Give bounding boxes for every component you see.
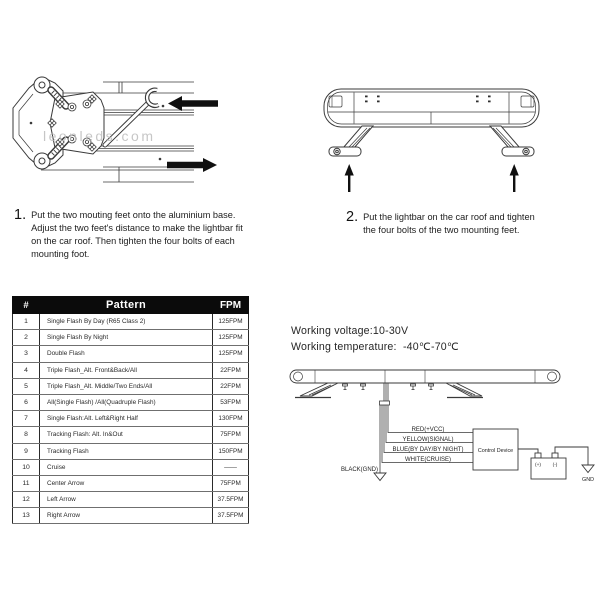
- pattern-name: Single Flash:Alt. Left&Right Half: [40, 411, 213, 427]
- battery-plus-label: (+): [535, 463, 541, 468]
- pattern-number: 4: [13, 362, 40, 378]
- pattern-number: 13: [13, 508, 40, 524]
- table-row: [13, 378, 249, 394]
- pattern-fpm: 125FPM: [213, 314, 249, 330]
- table-header-row: [13, 297, 249, 314]
- pattern-name: Triple Flash_Alt. Middle/Two Ends/All: [40, 378, 213, 394]
- wiring-lightbar-front: [290, 370, 560, 398]
- reference-dot: [162, 105, 165, 108]
- table-row: [13, 475, 249, 491]
- pattern-name: Single Flash By Day (R65 Class 2): [40, 314, 213, 330]
- pattern-fpm: 75FPM: [213, 427, 249, 443]
- step-2: [346, 211, 546, 237]
- battery-plus-wire: [518, 449, 538, 453]
- table-row: [13, 394, 249, 410]
- watermark: leonleds.com: [43, 128, 156, 144]
- mounting-foot-bracket: [13, 77, 104, 169]
- pattern-fpm: 37.5FPM: [213, 508, 249, 524]
- lightbar-feet: [329, 126, 534, 156]
- table-row: [13, 362, 249, 378]
- pattern-number: 2: [13, 330, 40, 346]
- header-pattern: Pattern: [40, 297, 213, 314]
- pattern-name: Center Arrow: [40, 475, 213, 491]
- specs: [291, 323, 459, 356]
- battery: [531, 453, 566, 479]
- step-number: 2.: [346, 209, 359, 225]
- step-number: 1.: [14, 207, 27, 223]
- reference-dot: [159, 158, 162, 161]
- table-row: [13, 346, 249, 362]
- table-row: [13, 330, 249, 346]
- pattern-fpm: 130FPM: [213, 411, 249, 427]
- pattern-fpm: 125FPM: [213, 346, 249, 362]
- wire-label-red: RED(+VCC): [411, 427, 445, 433]
- step-1: [14, 209, 246, 261]
- header-num: #: [13, 297, 40, 314]
- control-device: [473, 429, 518, 470]
- pattern-name: Left Arrow: [40, 492, 213, 508]
- pattern-fpm: 75FPM: [213, 475, 249, 491]
- wire-label-blue: BLUE(BY DAY/BY NIGHT): [392, 447, 464, 453]
- pattern-fpm: 22FPM: [213, 378, 249, 394]
- pattern-fpm: ——: [213, 459, 249, 475]
- pattern-name: Cruise: [40, 459, 213, 475]
- ground-icon: [374, 473, 386, 481]
- ground-icon: [582, 465, 594, 473]
- table-row: [13, 314, 249, 330]
- pattern-name: Triple Flash_Alt. Front&Back/All: [40, 362, 213, 378]
- pattern-fpm: 37.5FPM: [213, 492, 249, 508]
- pattern-number: 9: [13, 443, 40, 459]
- pattern-name: Tracking Flash: Alt. In&Out: [40, 427, 213, 443]
- working-voltage: Working voltage:10-30V: [291, 325, 409, 337]
- control-device-label: Control Device: [477, 448, 514, 454]
- mounting-foot-diagram: [5, 62, 220, 197]
- pattern-number: 10: [13, 459, 40, 475]
- table-row: [13, 492, 249, 508]
- arrow-up-icon: [345, 164, 354, 192]
- arrow-up-icon: [510, 164, 519, 192]
- pattern-fpm: 125FPM: [213, 330, 249, 346]
- pattern-number: 5: [13, 378, 40, 394]
- wire-label-white: WHITE(CRUISE): [405, 457, 451, 463]
- lightbar-body: [324, 89, 539, 127]
- pattern-name: All(Single Flash) /All(Quadruple Flash): [40, 394, 213, 410]
- table-row: [13, 443, 249, 459]
- wire-label-yellow: YELLOW(SIGNAL): [402, 437, 454, 443]
- pattern-name: Right Arrow: [40, 508, 213, 524]
- gnd-label: GND: [582, 477, 594, 483]
- table-row: [13, 508, 249, 524]
- table-row: [13, 427, 249, 443]
- pattern-name: Single Flash By Night: [40, 330, 213, 346]
- pattern-number: 7: [13, 411, 40, 427]
- pattern-name: Tracking Flash: [40, 443, 213, 459]
- pattern-number: 1: [13, 314, 40, 330]
- pattern-number: 11: [13, 475, 40, 491]
- arrow-left-icon: [168, 96, 218, 111]
- pattern-fpm: 53FPM: [213, 394, 249, 410]
- lightbar-mounting-diagram: [310, 68, 545, 193]
- flash-pattern-table: [12, 296, 249, 524]
- bolt-dots: [365, 96, 491, 103]
- battery-minus-label: (-): [552, 463, 558, 468]
- pattern-fpm: 150FPM: [213, 443, 249, 459]
- pattern-number: 8: [13, 427, 40, 443]
- step-text: Put the two mouting feet onto the aluminium base. Adjust the two feet's distance to make the lightbar fit on the car roof. Then tighten the four bolts of each mounting foot.: [31, 210, 243, 259]
- table-row: [13, 459, 249, 475]
- pattern-fpm: 22FPM: [213, 362, 249, 378]
- table-row: [13, 411, 249, 427]
- pattern-name: Double Flash: [40, 346, 213, 362]
- header-fpm: FPM: [213, 297, 249, 314]
- wire-label-black: BLACK(GND): [340, 467, 378, 473]
- pattern-number: 3: [13, 346, 40, 362]
- step-text: Put the lightbar on the car roof and tighten the four bolts of the two mounting feet.: [363, 212, 535, 235]
- pattern-number: 12: [13, 492, 40, 508]
- wiring-diagram: [285, 355, 600, 505]
- pattern-number: 6: [13, 394, 40, 410]
- working-temperature: Working temperature: -40℃-70℃: [291, 341, 459, 354]
